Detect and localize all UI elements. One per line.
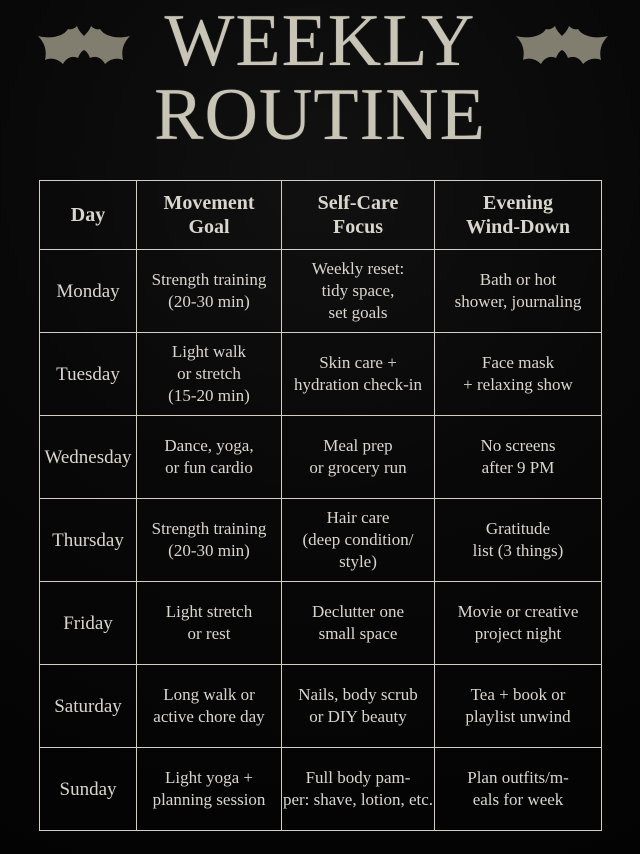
table-row	[40, 250, 602, 333]
day-cell: Monday	[40, 250, 137, 333]
movement-cell: Strength training (20-30 min)	[137, 250, 282, 333]
self-care-cell: Nails, body scrub or DIY beauty	[282, 665, 435, 748]
column-header-movement-goal: Movement Goal	[137, 181, 282, 250]
wind-down-cell: Plan outfits/m- eals for week	[435, 748, 602, 831]
wind-down-cell: Gratitude list (3 things)	[435, 499, 602, 582]
day-cell: Wednesday	[40, 416, 137, 499]
wind-down-cell: Bath or hot shower, journaling	[435, 250, 602, 333]
wind-down-cell: No screens after 9 PM	[435, 416, 602, 499]
movement-cell: Strength training (20-30 min)	[137, 499, 282, 582]
self-care-cell: Meal prep or grocery run	[282, 416, 435, 499]
page-title: WEEKLY	[164, 0, 476, 82]
day-cell: Sunday	[40, 748, 137, 831]
page-title-line-2: ROUTINE	[154, 74, 486, 156]
day-cell: Saturday	[40, 665, 137, 748]
movement-cell: Long walk or active chore day	[137, 665, 282, 748]
column-header-self-care-focus: Self-Care Focus	[282, 181, 435, 250]
day-cell: Friday	[40, 582, 137, 665]
wind-down-cell: Tea + book or playlist unwind	[435, 665, 602, 748]
table-row	[40, 499, 602, 582]
wind-down-cell: Movie or creative project night	[435, 582, 602, 665]
movement-cell: Dance, yoga, or fun cardio	[137, 416, 282, 499]
self-care-cell: Weekly reset: tidy space, set goals	[282, 250, 435, 333]
weekly-routine-table	[39, 180, 602, 831]
movement-cell: Light yoga + planning session	[137, 748, 282, 831]
day-cell: Tuesday	[40, 333, 137, 416]
wind-down-cell: Face mask + relaxing show	[435, 333, 602, 416]
self-care-cell: Declutter one small space	[282, 582, 435, 665]
self-care-cell: Hair care (deep condition/ style)	[282, 499, 435, 582]
table-row	[40, 333, 602, 416]
table-header-row	[40, 181, 602, 250]
table-row	[40, 665, 602, 748]
day-cell: Thursday	[40, 499, 137, 582]
self-care-cell: Full body pam- per: shave, lotion, etc.	[282, 748, 435, 831]
movement-cell: Light walk or stretch (15-20 min)	[137, 333, 282, 416]
table-row	[40, 416, 602, 499]
column-header-evening-wind-down: Evening Wind-Down	[435, 181, 602, 250]
table-row	[40, 582, 602, 665]
self-care-cell: Skin care + hydration check-in	[282, 333, 435, 416]
movement-cell: Light stretch or rest	[137, 582, 282, 665]
table-row	[40, 748, 602, 831]
column-header-day: Day	[40, 181, 137, 250]
